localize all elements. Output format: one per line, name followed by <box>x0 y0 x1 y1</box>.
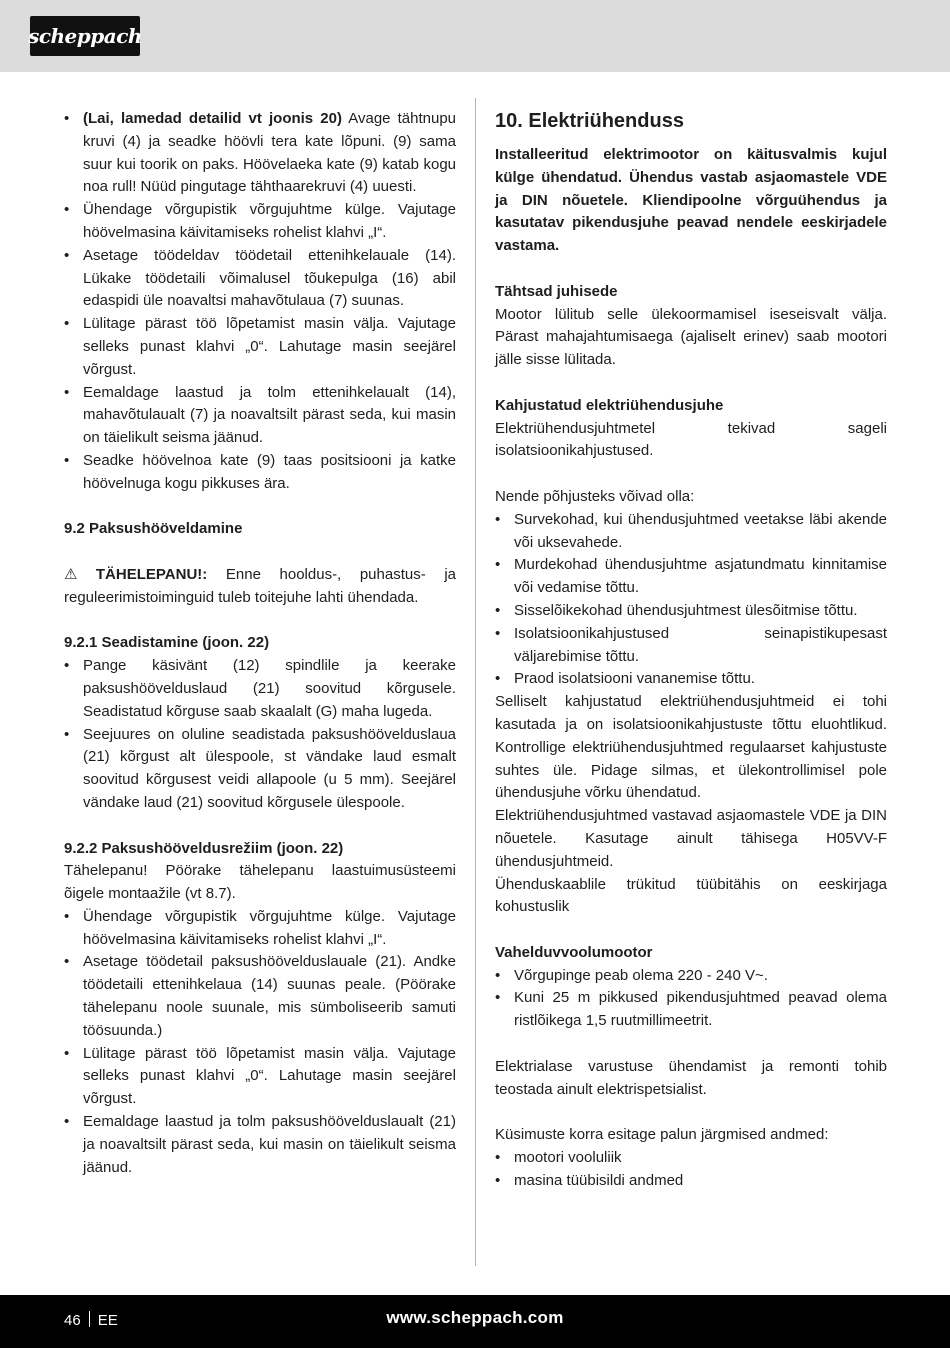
bullet-list-planing <box>64 108 456 496</box>
paragraph: Elektriühendusjuhtmed vastavad asjaomastele VDE ja DIN nõuetele. Kasutage ainult tähisega H05VV-F ühendusjuhtmeid. <box>495 807 887 870</box>
warning-label: TÄHELEPANU!: <box>95 565 208 583</box>
list-item: • Asetage töödeldav töödetail ettenihkelauale (14). Lükake töödetaili võimalusel tõukepulga (16) abil edaspidi üle noavaltsi mahavõtulaua (7) suunas. <box>64 245 456 313</box>
list-item: • Sisselõikekohad ühendusjuhtmest ülesõitmise tõttu. <box>495 600 887 623</box>
left-column <box>64 108 456 1179</box>
list-item: • Praod isolatsiooni vananemise tõttu. <box>495 668 887 691</box>
subheading-ac-motor: Vahelduvvoolumootor <box>495 943 653 961</box>
subheading-important: Tähtsad juhisede <box>495 282 618 300</box>
bullet-list-questions <box>495 1147 887 1193</box>
list-item: • Võrgupinge peab olema 220 - 240 V~. <box>495 965 887 988</box>
paragraph: Nende põhjusteks võivad olla: <box>495 487 695 505</box>
language-code: EE <box>97 1312 118 1329</box>
list-item: • Seejuures on oluline seadistada paksushöövelduslaua (21) kõrgust alt ülespoole, st vändake laud esmalt soovitud kõrgusest veidi allapoole (u 5 mm). Seejärel vändake laud (21) soovitud kõrgusele ülespoole. <box>64 724 456 815</box>
list-item: • Pange käsivänt (12) spindlile ja keerake paksushöövelduslaud (21) soovitud kõrgusele. Seadistatud kõrguse saab skaalalt (G) maha lugeda. <box>64 655 456 723</box>
list-item: • Lülitage pärast töö lõpetamist masin välja. Vajutage selleks punast klahvi „0“. Lahutage masin seejärel võrgust. <box>64 313 456 381</box>
paragraph: Tähelepanu! Pöörake tähelepanu laastuimusüsteemi õigele montaažile (vt 8.7). <box>64 862 456 903</box>
list-item: • Seadke höövelnoa kate (9) taas positsiooni ja katke höövelnuga kogu pikkuses ära. <box>64 450 456 496</box>
section-heading-9-2: 9.2 Paksushööveldamine <box>64 520 243 538</box>
bullet-list-thicknessing <box>64 906 456 1180</box>
paragraph: Ühenduskaablile trükitud tüübitähis on eeskirjaga kohustuslik <box>495 875 887 916</box>
website-url: www.scheppach.com <box>386 1308 564 1327</box>
section-heading-9-2-1: 9.2.1 Seadistamine (joon. 22) <box>64 634 270 652</box>
list-item: • Murdekohad ühendusjuhtme asjatundmatu kinnitamise või vedamise tõttu. <box>495 554 887 600</box>
list-item: • Ühendage võrgupistik võrgujuhtme külge. Vajutage höövelmasina käivitamiseks rohelist klahvi „I“. <box>64 199 456 245</box>
intro-paragraph: Installeeritud elektrimootor on käitusvalmis kujul külge ühendatud. Ühendus vastab asjaomastele VDE ja DIN nõuetele. Kliendipoolne võrguühendus ja kasutatav pikendusjuhe peavad nendele eeskirjadele vastama. <box>495 146 887 255</box>
paragraph: Elektriühendusjuhtmetel tekivad sageli isolatsioonikahjustused. <box>495 419 887 460</box>
list-item: • Kuni 25 m pikkused pikendusjuhtmed peavad olema ristlõikega 1,5 ruutmillimeetrit. <box>495 987 887 1033</box>
paragraph: Mootor lülitub selle ülekoormamisel iseseisvalt välja. Pärast mahajahtumisaega (ajaliselt erinev) saab mootori jälle sisse lülitada. <box>495 305 887 369</box>
list-item: • Asetage töödetail paksushöövelduslauale (21). Andke töödetaili ettenihkelaua (14) suunas peale. (Pöörake tähelepanu noole suunale, mis sümboliseerib samuti töösuunda.) <box>64 951 456 1042</box>
paragraph: Küsimuste korra esitage palun järgmised andmed: <box>495 1126 829 1144</box>
page-header <box>0 0 950 72</box>
subheading-damaged-cable: Kahjustatud elektriühendusjuhe <box>495 396 724 414</box>
section-heading-9-2-2: 9.2.2 Paksushööveldusrežiim (joon. 22) <box>64 839 344 857</box>
brand-logo-text: scheppach <box>28 24 142 48</box>
bullet-list-setup <box>64 655 456 815</box>
list-item: • Eemaldage laastud ja tolm paksushöövelduslaualt (21) ja noavaltsilt pärast seda, kui masin on täielikult seisma jäänud. <box>64 1111 456 1179</box>
list-item: • mootori vooluliik <box>495 1147 887 1170</box>
warning-icon: ⚠ <box>64 565 92 583</box>
column-divider <box>475 98 476 1266</box>
page-footer <box>0 1295 950 1348</box>
list-item: • Lülitage pärast töö lõpetamist masin välja. Vajutage selleks punast klahvi „0“. Lahutage masin seejärel võrgust. <box>64 1043 456 1111</box>
right-column <box>495 108 887 1193</box>
list-item: • Eemaldage laastud ja tolm ettenihkelaualt (14), mahavõtulaualt (7) ja noavaltsilt pärast seda, kui masin on täielikult seisma jäänud. <box>64 382 456 450</box>
list-item: • (Lai, lamedad detailid vt joonis 20) Avage tähtnupu kruvi (4) ja seadke höövli tera kate lõpuni. (9) sama suur kui toorik on paks. Höövelaeka kate (9) katab kogu noa rull! Nüüd pingutage tähthaarekruvi (4) uuesti. <box>64 108 456 199</box>
list-item: • Ühendage võrgupistik võrgujuhtme külge. Vajutage höövelmasina käivitamiseks rohelist klahvi „I“. <box>64 906 456 952</box>
paragraph: Selliselt kahjustatud elektriühendusjuhtmeid ei tohi kasutada ja on isolatsioonikahjustuste tõttu eluohtlikud. Kontrollige elektriühendusjuhtmed regulaarset kahjustuste suhtes üle. Pidage silmas, et ülekontrollimisel pole ühendusjuhe võrku ühendatud. <box>495 693 887 802</box>
list-item: • Isolatsioonikahjustused seinapistikupesast väljarebimise tõttu. <box>495 623 887 669</box>
brand-logo <box>30 16 140 56</box>
paragraph: Elektrialase varustuse ühendamist ja remonti tohib teostada ainult elektrispetsialist. <box>495 1057 887 1098</box>
list-item: • masina tüübisildi andmed <box>495 1170 887 1193</box>
warning-paragraph: ⚠ TÄHELEPANU!: Enne hooldus-, puhastus- ja reguleerimistoiminguid tuleb toitejuhe lahti ühendada. <box>64 565 456 606</box>
section-heading-10: 10. Elektriühenduss <box>495 110 684 132</box>
bullet-list-causes <box>495 509 887 691</box>
page-number: 46 <box>64 1312 81 1329</box>
bullet-list-ac-motor <box>495 965 887 1033</box>
list-item: • Survekohad, kui ühendusjuhtmed veetakse läbi akende või uksevahede. <box>495 509 887 555</box>
